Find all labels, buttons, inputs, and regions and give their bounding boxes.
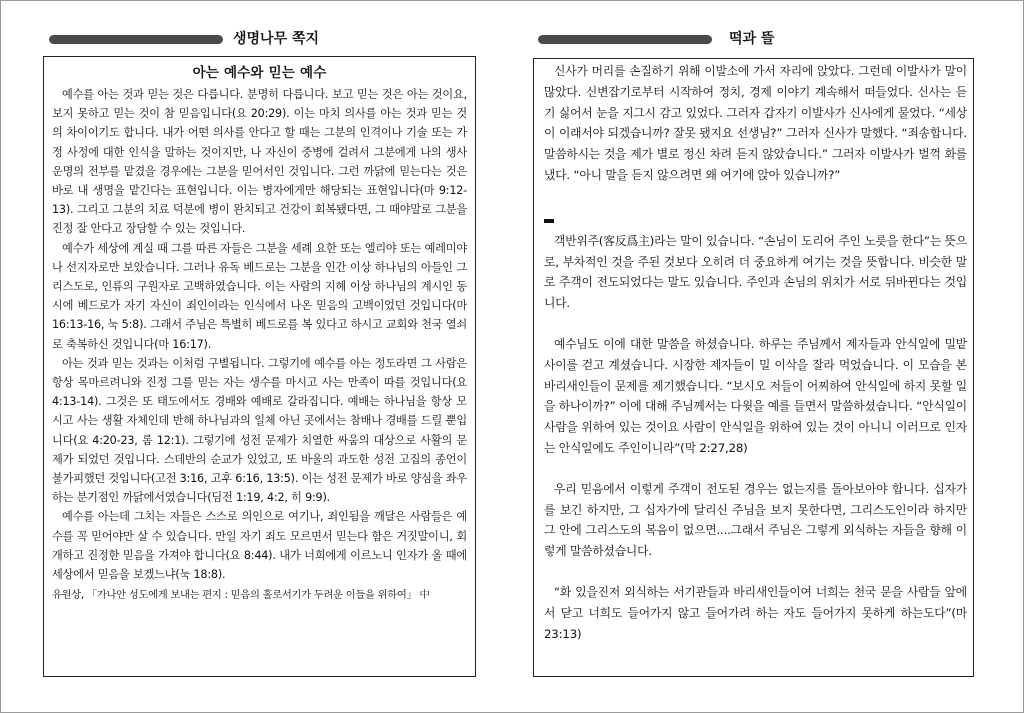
- right-paragraph-3: 예수님도 이에 대한 말씀을 하셨습니다. 하루는 주님께서 제자들과 안식일에 밀밭 사이를 걷고 계셨습니다. 시장한 제자들이 밀 이삭을 잘라 먹었습니다. 이 모습을 본 바리새인들이 문제를 제기했습니다. “보시오 저들이 어찌하여 안식일에 하지 못할 일을 하나이까?” 이에 대해 주님께서는 다윗을 예를 들면서 말씀하셨습니다. “안식일이 사람을 위하여 있는 것이요 사람이 안식일을 위하여 있는 것이 아니니 이러므로 인자는 안식일에도 주인이니라”(막 2:27,28): [544, 336, 967, 455]
- paragraph-spacer: [544, 562, 967, 582]
- section-marker: [544, 219, 554, 223]
- left-paragraph-2: 예수가 세상에 계실 때 그를 따른 자들은 그분을 세례 요한 또는 엘리야 또는 예레미야나 선지자로만 보았습니다. 그러나 유독 베드로는 그분을 인간 이상 하나님의 아들인 그리스도로, 인류의 구원자로 고백하였습니다. 이는 사람의 지혜 이상 하나님의 계시인 동시에 베드로가 자기 자신이 죄인이라는 인식에서 나온 믿음의 고백이었던 것입니다(마 16:13-16, 눅 5:8). 그래서 주님은 특별히 베드로를 복 있다고 하시고 교회와 천국 열쇠로 축복하신 것입니다(마 16:17).: [52, 241, 467, 351]
- left-article-box: [43, 56, 476, 677]
- right-header-bar: [538, 35, 712, 44]
- right-paragraph-5: “화 있을진저 외식하는 서기관들과 바리새인들이여 너희는 천국 문을 사람들 앞에서 닫고 너희도 들어가지 않고 들어가려 하는 자도 들어가지 못하게 하는도다”(마23:13): [544, 584, 967, 641]
- section-spacer: [544, 186, 967, 219]
- left-paragraph-3: 아는 것과 믿는 것과는 이처럼 구별됩니다. 그렇기에 예수를 아는 정도라면 그 사람은 항상 목마르려니와 진정 그를 믿는 자는 생수를 마시고 사는 만족이 따를 것입니다(요 4:13-14). 그것은 또 태도에서도 경배와 예배로 갈라집니다. 예배는 하나님을 항상 모시고 사는 생활 자체인데 반해 하나님과의 일체 아닌 곳에서는 참배나 경배를 드릴 뿐입니다(요 4:20-23, 롬 12:1). 그렇기에 성전 문제가 치열한 싸움의 대상으로 사활의 문제가 되었던 것입니다. 스데반의 순교가 있었고, 또 바울의 과도한 성전 고집의 종언이 불가피했던 것입니다(고전 3:16, 고후 6:16, 13:5). 이는 성전 문제가 바로 양심을 좌우하는 분기점인 까닭에서였습니다(딤전 1:19, 4:2, 히 9:9).: [52, 356, 467, 505]
- left-paragraph-4: 예수를 아는데 그치는 자들은 스스로 의인으로 여기나, 죄인됨을 깨달은 사람들은 예수를 꼭 믿어야만 살 수 있습니다. 만일 자기 죄도 모르면서 믿는다 함은 거짓말이니, 회개하고 진정한 믿음을 가져야 합니다(요 8:44). 내가 너희에게 이르노니 인자가 올 때에 세상에서 믿음을 보겠느냐(눅 18:8).: [52, 510, 467, 582]
- right-paragraph-2: 객반위주(客反爲主)라는 말이 있습니다. “손님이 도리어 주인 노릇을 한다”는 뜻으로, 부차적인 것을 주된 것보다 오히려 더 중요하게 여기는 것을 뜻합니다. 비슷한 말로 주객이 전도되었다는 말도 있습니다. 주인과 손님의 위치가 서로 뒤바뀐다는 것입니다.: [544, 233, 967, 311]
- paragraph-spacer: [544, 459, 967, 479]
- right-header-title: 떡과 뜰: [729, 31, 775, 47]
- right-paragraph-1: 신사가 머리를 손질하기 위해 이발소에 가서 자리에 앉았다. 그런데 이발사가 말이 많았다. 신변잡기로부터 시작하여 정치, 경제 이야기 계속해서 떠들었다. 신사는 듣기 싫어서 눈을 지그시 감고 있었다. 그러자 갑자기 이발사가 신사에게 물었다. “세상이 이래서야 되겠습니까? 잘못 됐지요 선생님?” 그러자 신사가 말했다. “죄송합니다. 말씀하시는 것을 제가 별로 정신 차려 듣지 않았습니다.” 그러자 이발사가 벌꺽 화를 냈다. “아니 말을 듣지 않으려면 왜 여기에 앉아 있습니까?”: [544, 64, 967, 182]
- article-title: 아는 예수와 믿는 예수: [192, 65, 327, 81]
- source-citation: 유원상, 「가나안 성도에게 보내는 편지 : 믿음의 홀로서기가 두려운 이들을 위하여」 中: [52, 589, 430, 602]
- left-header-bar: [49, 35, 223, 44]
- paragraph-spacer: [544, 314, 967, 334]
- right-paragraph-4: 우리 믿음에서 이렇게 주객이 전도된 경우는 없는지를 돌아보아야 합니다. 십자가를 보긴 하지만, 그 십자가에 달리신 주님을 보지 못한다면, 그리스도인이라 하지만 그 안에 그리스도의 복음이 없으면....그래서 주님은 그렇게 외식하는 자들을 향해 이렇게 말씀하셨습니다.: [544, 481, 967, 559]
- left-header-title: 생명나무 쪽지: [233, 31, 320, 47]
- left-paragraph-1: 예수를 아는 것과 믿는 것은 다릅니다. 분명히 다릅니다. 보고 믿는 것은 아는 것이요, 보지 못하고 믿는 것이 참 믿음입니다(요 20:29). 이는 마치 의사를 아는 것과 믿는 것의 차이이기도 합니다. 내가 어떤 의사를 안다고 할 때는 그분의 인격이나 기술 또는 가정 사정에 대한 인식을 말하는 것이지만, 나 자신이 중병에 걸려서 그분에게 나의 생사 운명의 전부를 맡겼을 경우에는 그분을 믿어서인 것입니다. 그런 까닭에 믿는다는 것은 바로 내 생명을 맡긴다는 표현입니다. 이는 병자에게만 해당되는 표현입니다(마 9:12-13). 그리고 그분의 치료 덕분에 병이 완치되고 건강이 회복됐다면, 그 때야말로 그분을 진정 잘 안다고 장담할 수 있는 것입니다.: [52, 88, 467, 236]
- right-article-box: [533, 58, 974, 677]
